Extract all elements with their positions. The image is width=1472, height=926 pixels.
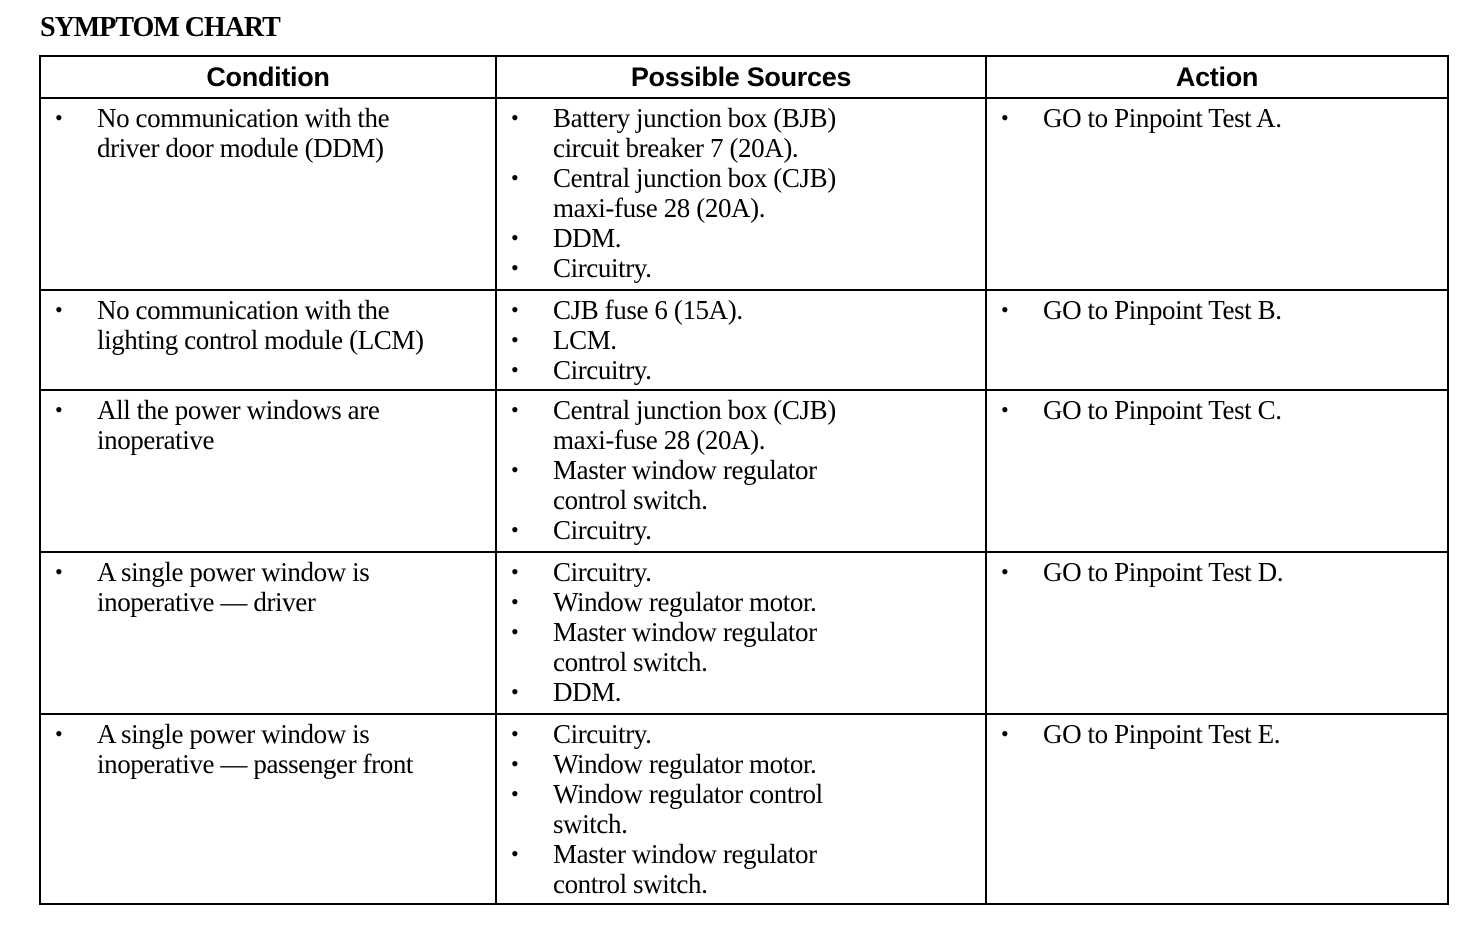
bullet-icon: • xyxy=(511,255,519,280)
bullet-icon: • xyxy=(511,327,519,352)
list-item: • Master window regulator control switch. xyxy=(511,839,817,899)
bullet-icon: • xyxy=(511,357,519,382)
bullet-icon: • xyxy=(511,297,519,322)
column-header-action: Action xyxy=(986,56,1448,98)
sources-cell xyxy=(496,290,986,390)
list-item: • A single power window is inoperative — driver xyxy=(55,557,370,617)
bullet-icon: • xyxy=(511,679,519,704)
list-item: • No communication with the driver door module (DDM) xyxy=(55,103,390,163)
sources-cell xyxy=(496,714,986,904)
sources-cell xyxy=(496,98,986,290)
list-item: • Central junction box (CJB) maxi-fuse 28 (20A). xyxy=(511,395,836,455)
table-row xyxy=(40,714,1448,904)
list-item: • CJB fuse 6 (15A). xyxy=(511,295,743,325)
column-header-condition: Condition xyxy=(40,56,496,98)
list-item: • Circuitry. xyxy=(511,719,652,749)
symptom-chart-table xyxy=(39,55,1449,905)
table-row xyxy=(40,552,1448,714)
sources-cell xyxy=(496,390,986,552)
sources-cell xyxy=(496,552,986,714)
bullet-icon: • xyxy=(511,225,519,250)
list-item: • Window regulator control switch. xyxy=(511,779,823,839)
list-item: • LCM. xyxy=(511,325,617,355)
bullet-icon: • xyxy=(1001,559,1009,584)
bullet-icon: • xyxy=(511,751,519,776)
list-item: • GO to Pinpoint Test A. xyxy=(1001,103,1282,133)
list-item: • Battery junction box (BJB) circuit breaker 7 (20A). xyxy=(511,103,836,163)
condition-cell xyxy=(40,714,496,904)
list-item: • Circuitry. xyxy=(511,557,652,587)
bullet-icon: • xyxy=(511,517,519,542)
bullet-icon: • xyxy=(511,589,519,614)
bullet-icon: • xyxy=(511,559,519,584)
list-item: • Master window regulator control switch. xyxy=(511,455,817,515)
bullet-icon: • xyxy=(1001,397,1009,422)
table-header-row xyxy=(40,56,1448,98)
bullet-icon: • xyxy=(55,559,63,584)
bullet-icon: • xyxy=(511,105,519,130)
bullet-icon: • xyxy=(511,721,519,746)
bullet-icon: • xyxy=(511,457,519,482)
list-item: • Master window regulator control switch. xyxy=(511,617,817,677)
column-header-possible-sources: Possible Sources xyxy=(496,56,986,98)
action-cell xyxy=(986,552,1448,714)
condition-cell xyxy=(40,552,496,714)
condition-cell xyxy=(40,98,496,290)
action-cell xyxy=(986,390,1448,552)
bullet-icon: • xyxy=(55,721,63,746)
bullet-icon: • xyxy=(1001,105,1009,130)
list-item: • DDM. xyxy=(511,677,622,707)
condition-cell xyxy=(40,390,496,552)
list-item: • GO to Pinpoint Test C. xyxy=(1001,395,1282,425)
list-item: • Circuitry. xyxy=(511,515,652,545)
action-cell xyxy=(986,290,1448,390)
list-item: • A single power window is inoperative — passenger front xyxy=(55,719,414,779)
bullet-icon: • xyxy=(511,781,519,806)
bullet-icon: • xyxy=(55,297,63,322)
page-title: SYMPTOM CHART xyxy=(40,12,280,43)
bullet-icon: • xyxy=(511,619,519,644)
list-item: • Window regulator motor. xyxy=(511,587,817,617)
bullet-icon: • xyxy=(55,397,63,422)
condition-cell xyxy=(40,290,496,390)
table-row xyxy=(40,390,1448,552)
list-item: • DDM. xyxy=(511,223,622,253)
list-item: • GO to Pinpoint Test E. xyxy=(1001,719,1281,749)
bullet-icon: • xyxy=(1001,297,1009,322)
action-cell xyxy=(986,98,1448,290)
table-row xyxy=(40,98,1448,290)
bullet-icon: • xyxy=(55,105,63,130)
list-item: • GO to Pinpoint Test B. xyxy=(1001,295,1282,325)
list-item: • Circuitry. xyxy=(511,355,652,385)
table-row xyxy=(40,290,1448,390)
list-item: • Circuitry. xyxy=(511,253,652,283)
bullet-icon: • xyxy=(511,165,519,190)
action-cell xyxy=(986,714,1448,904)
list-item: • GO to Pinpoint Test D. xyxy=(1001,557,1284,587)
list-item: • Window regulator motor. xyxy=(511,749,817,779)
list-item: • All the power windows are inoperative xyxy=(55,395,380,455)
list-item: • Central junction box (CJB) maxi-fuse 28 (20A). xyxy=(511,163,836,223)
bullet-icon: • xyxy=(1001,721,1009,746)
bullet-icon: • xyxy=(511,397,519,422)
bullet-icon: • xyxy=(511,841,519,866)
list-item: • No communication with the lighting control module (LCM) xyxy=(55,295,424,355)
